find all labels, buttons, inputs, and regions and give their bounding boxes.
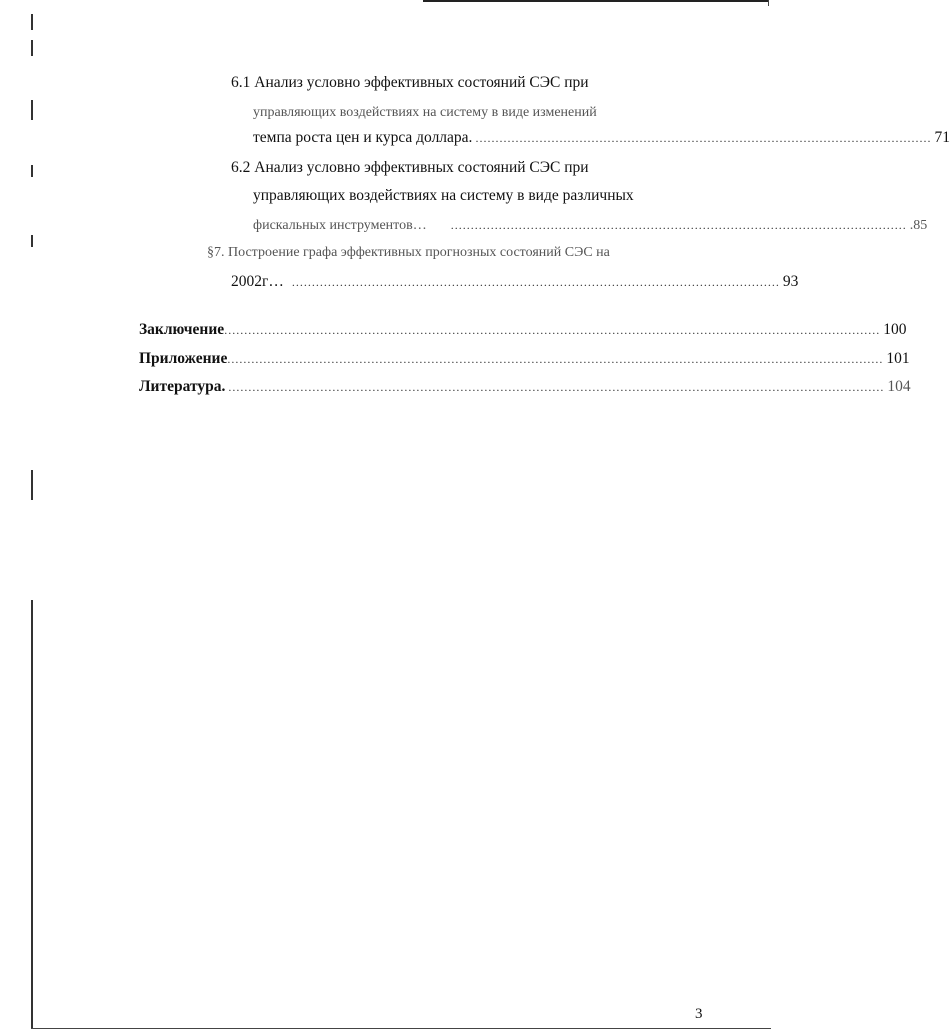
scan-edge-left: [31, 100, 33, 120]
toc-entry-appendix[interactable]: [139, 347, 910, 371]
toc-entry-6-2[interactable]: [253, 213, 928, 237]
scan-edge-left: [31, 235, 33, 247]
toc-6-1-page: 71: [934, 129, 950, 146]
toc-entry-literature[interactable]: [139, 375, 911, 399]
scan-edge-left: [31, 165, 33, 177]
dot-leader: ..................................................................................................................: [475, 131, 932, 145]
toc-7-line-1: §7. Построение графа эффективных прогнозных состояний СЭС на: [207, 245, 610, 260]
toc-6-1-line-1: 6.1 Анализ условно эффективных состояний СЭС при: [231, 74, 589, 91]
toc-entry-conclusion[interactable]: [139, 318, 907, 342]
toc-7-line-2: 2002г…: [231, 273, 284, 290]
scan-edge-left: [31, 470, 33, 500]
toc-6-2-line-2: управляющих воздействиях на систему в виде различных: [253, 187, 634, 204]
toc-6-1-line-2: управляющих воздействиях на систему в виде изменений: [253, 105, 597, 120]
toc-entry-7[interactable]: [231, 270, 799, 294]
toc-entry-6-1[interactable]: [253, 126, 950, 150]
page-number: 3: [695, 1006, 703, 1022]
toc-appendix-label: Приложение: [139, 350, 228, 367]
toc-conclusion-page: 100: [883, 321, 907, 338]
dot-leader: ....................................................................................................................................................................: [227, 352, 884, 366]
scan-edge-left: [31, 40, 33, 56]
dot-leader: ..................................................................................................................: [450, 218, 907, 232]
toc-appendix-page: 101: [886, 350, 910, 367]
scan-edge-bottom: [31, 1028, 771, 1029]
dot-leader: ....................................................................................................................................................................: [228, 380, 885, 394]
scan-edge-top: [423, 0, 769, 2]
toc-literature-page: 104: [887, 378, 911, 395]
toc-6-2-line-1: 6.2 Анализ условно эффективных состояний СЭС при: [231, 159, 589, 176]
toc-7-page: 93: [782, 273, 799, 290]
dot-leader: ..........................................................................................................................: [291, 275, 780, 289]
dot-leader: ....................................................................................................................................................................: [224, 323, 881, 337]
scan-edge-left: [31, 600, 33, 1028]
toc-6-1-line-3: темпа роста цен и курса доллара.: [253, 129, 473, 146]
scan-edge-right: [768, 0, 769, 6]
toc-6-2-line-3: фискальных инструментов…: [253, 218, 427, 233]
toc-6-2-page: .85: [909, 218, 928, 233]
toc-conclusion-label: Заключение: [139, 321, 225, 338]
scan-edge-left: [31, 14, 33, 30]
toc-literature-label: Литература.: [139, 378, 226, 395]
